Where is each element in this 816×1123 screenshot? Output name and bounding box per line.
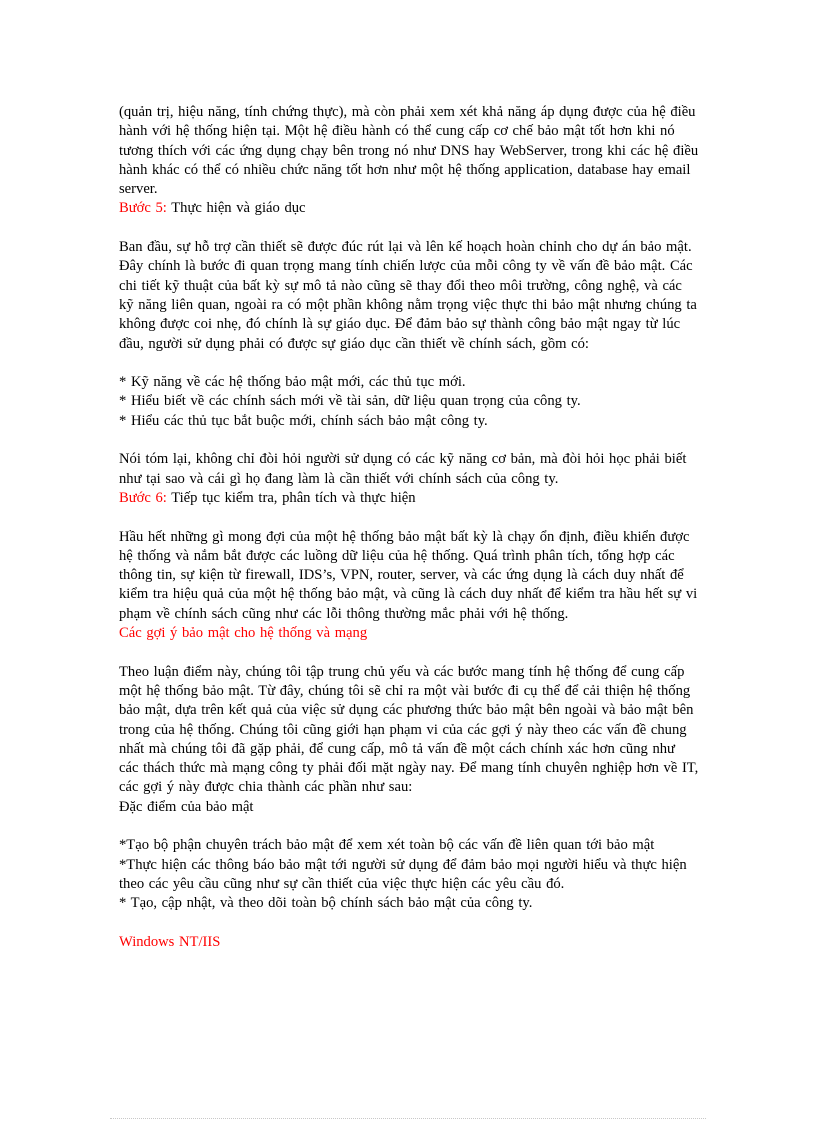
paragraph-security-features: Đặc điểm của bảo mật xyxy=(119,798,254,815)
heading-suggestions: Các gợi ý bảo mật cho hệ thống và mạng xyxy=(119,625,368,642)
bullet-item: * Kỹ năng về các hệ thống bảo mật mới, các thủ tục mới. xyxy=(119,374,466,391)
spacer xyxy=(119,431,699,450)
spacer xyxy=(119,913,699,932)
paragraph-monitoring: Hầu hết những gì mong đợi của một hệ thống bảo mật bất kỳ là chạy ổn định, điều khiển được hệ thống và nắm bắt được các luồng dữ liệu của hệ thống. Quá trình phân tích, tổng hợp các thông tin, sự kiện từ firewall, IDS’s, VPN, router, server, và các ứng dụng là cách duy nhất để kiểm tra hiệu quả của một hệ thống bảo mật, và cũng là cách duy nhất để kiểm tra hầu hết sự vi phạm về chính sách cũng như các lỗi thông thường mắc phải với hệ thống. xyxy=(119,528,698,622)
spacer xyxy=(119,817,699,836)
heading-windows-nt-iis: Windows NT/IIS xyxy=(119,933,221,950)
paragraph-summary: Nói tóm lại, không chỉ đòi hỏi người sử dụng có các kỹ năng cơ bản, mà đòi hỏi học phải biết như tại sao và cái gì họ đang làm là cần thiết với chính sách của công ty. xyxy=(119,451,687,487)
spacer xyxy=(119,508,699,527)
paragraph-os-compatibility: (quản trị, hiệu năng, tính chứng thực), mà còn phải xem xét khả năng áp dụng được của hệ điều hành với hệ thống hiện tại. Một hệ điều hành có thể cung cấp cơ chế bảo mật tốt hơn khi nó tương thích với các ứng dụng chạy bên trong nó như DNS hay WebServer, trong khi các hệ điều hành khác có thể có nhiều chức năng tốt hơn như một hệ thống application, database hay email server. xyxy=(119,104,699,198)
bullet-item: *Tạo bộ phận chuyên trách bảo mật để xem xét toàn bộ các vấn đề liên quan tới bảo mật xyxy=(119,837,655,854)
bullet-item: *Thực hiện các thông báo bảo mật tới người sử dụng để đảm bảo mọi người hiểu và thực hiện theo các yêu cầu cũng như sự cần thiết của việc thực hiện các yêu cầu đó. xyxy=(119,856,687,892)
heading-step-6 xyxy=(119,489,699,508)
step-6-title: Tiếp tục kiểm tra, phân tích và thực hiện xyxy=(166,489,416,506)
page-bottom-border xyxy=(110,1118,706,1119)
step-6-label: Bước 6: xyxy=(119,489,167,506)
document-body xyxy=(119,103,699,952)
step-5-label: Bước 5: xyxy=(119,200,167,217)
spacer xyxy=(119,643,699,662)
paragraph-education: Ban đầu, sự hỗ trợ cần thiết sẽ được đúc rút lại và lên kế hoạch hoàn chỉnh cho dự án bảo mật. Đây chính là bước đi quan trọng mang tính chiến lược của mỗi công ty về vấn đề bảo mật. Các chi tiết kỹ thuật của bất kỳ sự mô tả nào cũng sẽ thay đổi theo môi trường, công nghệ, và các kỹ năng liên quan, ngoài ra có một phần không nằm trọng việc thực thi bảo mật nhưng chúng ta không được coi nhẹ, đó chính là sự giáo dục. Để đảm bảo sự thành công bảo mật ngay từ lúc đầu, người sử dụng phải có được sự giáo dục cần thiết về chính sách, gồm có: xyxy=(119,239,697,352)
heading-step-5 xyxy=(119,199,699,218)
paragraph-approach: Theo luận điểm này, chúng tôi tập trung chủ yếu và các bước mang tính hệ thống để cung cấp một hệ thống bảo mật. Từ đây, chúng tôi sẽ chỉ ra một vài bước đi cụ thể để cải thiện hệ thống bảo mật, dựa trên kết quả của việc sử dụng các phương thức bảo mật bên ngoài và bảo mật bên trong của hệ thống. Chúng tôi cũng giới hạn phạm vi của các gợi ý này theo các vấn đề chung nhất mà chúng tôi đã gặp phải, để cung cấp, mô tả vấn đề một cách chính xác hơn cũng như các thách thức mà mạng công ty phải đối mặt ngày nay. Để mang tính chuyên nghiệp hơn về IT, các gợi ý này được chia thành các phần như sau: xyxy=(119,663,699,796)
bullet-item: * Hiểu biết về các chính sách mới về tài sản, dữ liệu quan trọng của công ty. xyxy=(119,393,581,410)
spacer xyxy=(119,219,699,238)
step-5-title: Thực hiện và giáo dục xyxy=(166,200,306,217)
bullet-item: * Tạo, cập nhật, và theo dõi toàn bộ chính sách bảo mật của công ty. xyxy=(119,895,533,912)
bullet-item: * Hiểu các thủ tục bắt buộc mới, chính sách bảo mật công ty. xyxy=(119,412,488,429)
spacer xyxy=(119,354,699,373)
